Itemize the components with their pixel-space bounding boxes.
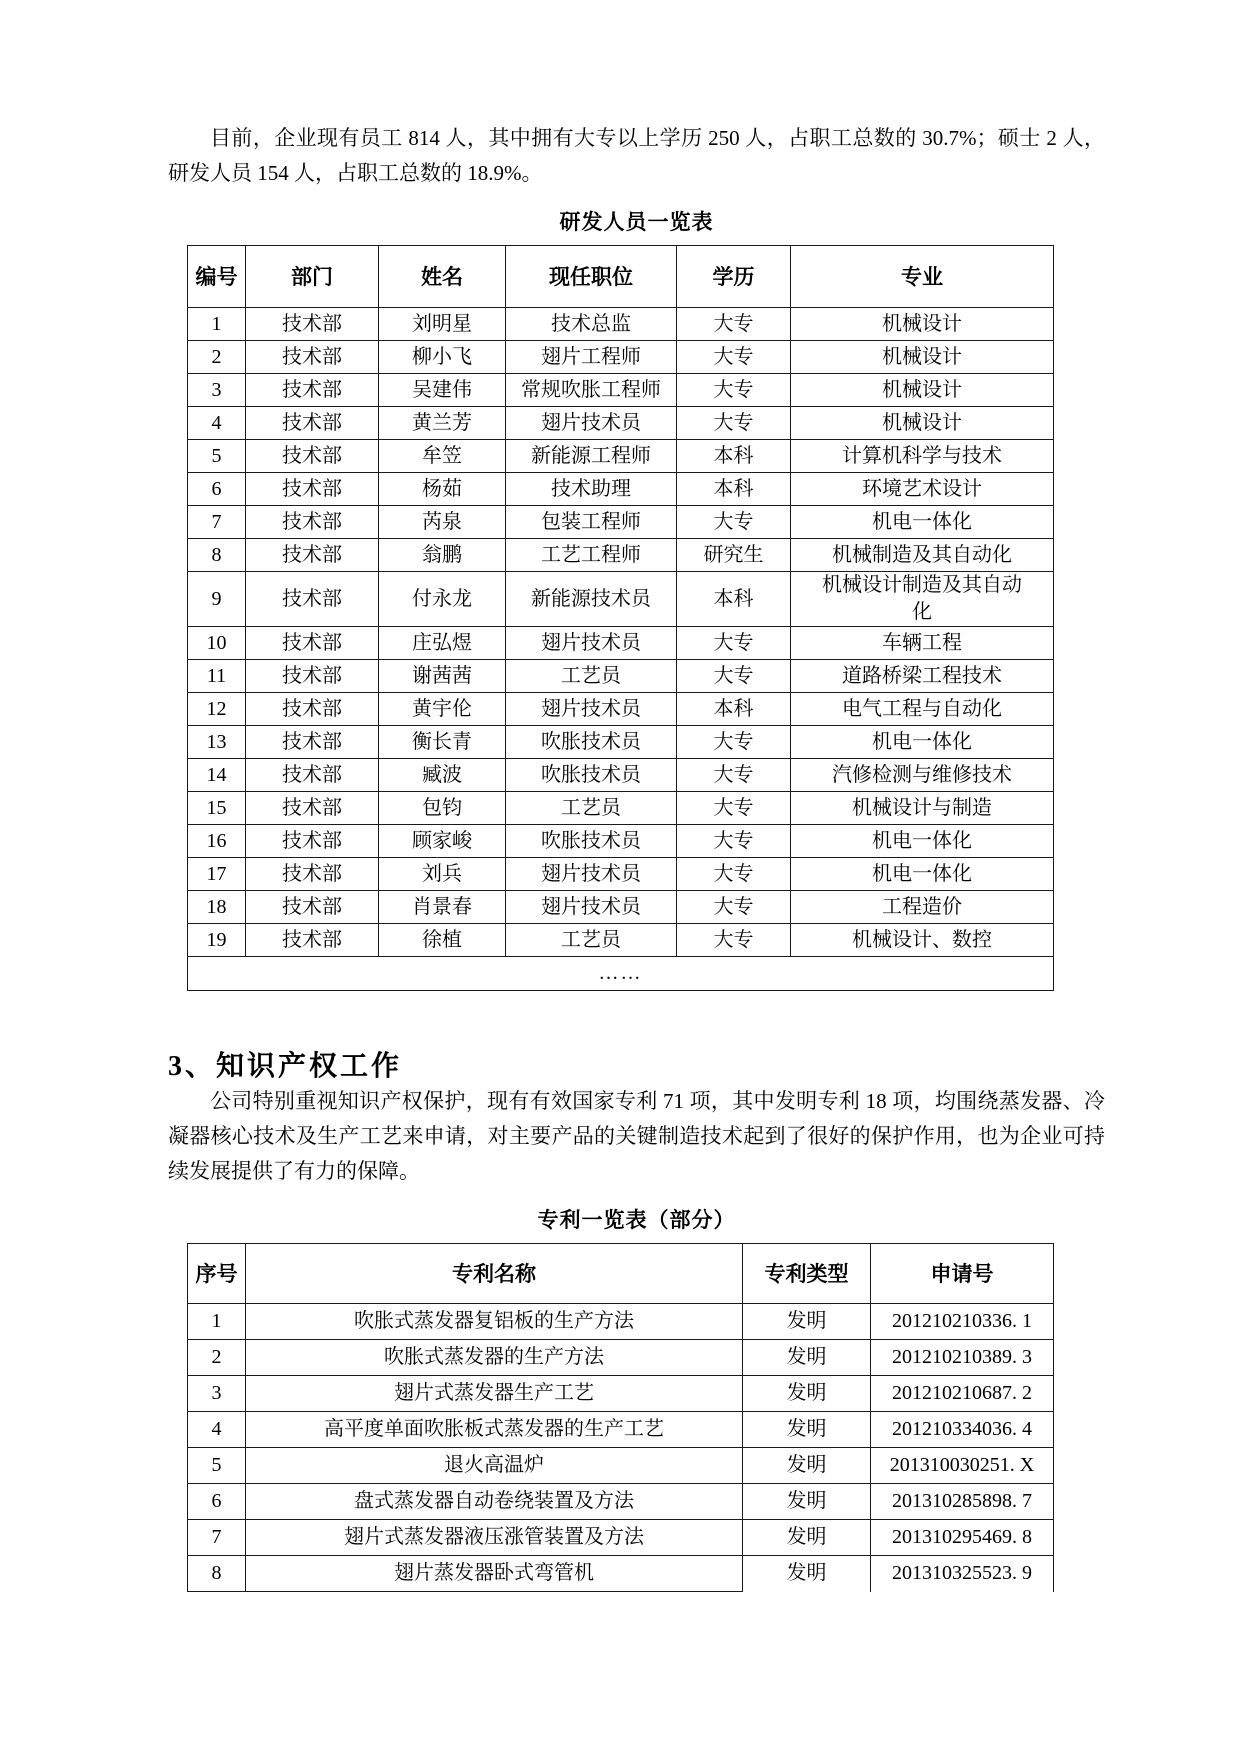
table-cell: 16 [188, 825, 246, 858]
patent-table [187, 1243, 1054, 1592]
column-header: 学历 [677, 246, 791, 308]
table-cell: 吹胀技术员 [506, 726, 677, 759]
table-cell: 机电一体化 [791, 506, 1054, 539]
table-row [188, 407, 1054, 440]
table-cell: 付永龙 [379, 572, 506, 627]
table-cell: 机电一体化 [791, 858, 1054, 891]
table-row [188, 539, 1054, 572]
table-cell: 技术部 [246, 374, 379, 407]
table-row [188, 792, 1054, 825]
table-cell: 11 [188, 660, 246, 693]
table-cell: 翁鹏 [379, 539, 506, 572]
table-cell: 发明 [743, 1556, 871, 1592]
table-cell: 新能源技术员 [506, 572, 677, 627]
table-cell: 2 [188, 1340, 246, 1376]
table-row [188, 759, 1054, 792]
table-cell: 技术部 [246, 924, 379, 957]
section-paragraph: 公司特别重视知识产权保护，现有有效国家专利 71 项，其中发明专利 18 项，均围绕蒸发器、冷凝器核心技术及生产工艺来申请，对主要产品的关键制造技术起到了很好的保护作用，也为企业可持续发展提供了有力的保障。 [168, 1089, 1105, 1183]
table-cell: 技术部 [246, 440, 379, 473]
table-cell: 201310285898. 7 [871, 1484, 1054, 1520]
table-cell: 技术部 [246, 308, 379, 341]
table-row [188, 1376, 1054, 1412]
ellipsis-row [188, 957, 1054, 991]
table-cell: 工艺员 [506, 660, 677, 693]
table-row [188, 1412, 1054, 1448]
personnel-table [187, 245, 1054, 991]
table-cell: 发明 [743, 1376, 871, 1412]
table-cell: 吹胀式蒸发器的生产方法 [246, 1340, 743, 1376]
table-cell: 201310325523. 9 [871, 1556, 1054, 1592]
table-cell: 技术部 [246, 627, 379, 660]
table-cell: 机械设计 [791, 407, 1054, 440]
table-cell: 大专 [677, 891, 791, 924]
table-cell: 机电一体化 [791, 825, 1054, 858]
table-row [188, 891, 1054, 924]
table-cell: 计算机科学与技术 [791, 440, 1054, 473]
table-row [188, 572, 1054, 627]
table-cell: 技术部 [246, 506, 379, 539]
table-cell: 环境艺术设计 [791, 473, 1054, 506]
section-heading: 3、知识产权工作 [168, 1051, 403, 1082]
personnel-table-header [188, 246, 1054, 308]
table-cell: 吹胀技术员 [506, 759, 677, 792]
table-cell: 电气工程与自动化 [791, 693, 1054, 726]
table-cell: 技术部 [246, 858, 379, 891]
table-cell: 6 [188, 473, 246, 506]
column-header: 专利类型 [743, 1244, 871, 1304]
table-cell: 大专 [677, 341, 791, 374]
table-row [188, 693, 1054, 726]
table-cell: 衡长青 [379, 726, 506, 759]
table-cell: 5 [188, 1448, 246, 1484]
table-cell: 发明 [743, 1412, 871, 1448]
table-cell: 13 [188, 726, 246, 759]
table-cell: 6 [188, 1484, 246, 1520]
table-cell: 机械设计与制造 [791, 792, 1054, 825]
table-cell: 201210210336. 1 [871, 1304, 1054, 1340]
table-cell: 大专 [677, 726, 791, 759]
patent-table-header [188, 1244, 1054, 1304]
header-row [188, 246, 1054, 308]
column-header: 部门 [246, 246, 379, 308]
table-cell: 徐植 [379, 924, 506, 957]
personnel-table-title: 研发人员一览表 [559, 210, 714, 234]
table-row [188, 440, 1054, 473]
table-cell: 技术部 [246, 660, 379, 693]
table-cell: 高平度单面吹胀板式蒸发器的生产工艺 [246, 1412, 743, 1448]
table-cell: 大专 [677, 308, 791, 341]
table-cell: 201210210389. 3 [871, 1340, 1054, 1376]
table-cell: 18 [188, 891, 246, 924]
table-cell: 新能源工程师 [506, 440, 677, 473]
table-cell: 技术部 [246, 341, 379, 374]
table-row [188, 374, 1054, 407]
table-cell: 机械设计 [791, 374, 1054, 407]
table-cell: 吴建伟 [379, 374, 506, 407]
table-cell: 201210210687. 2 [871, 1376, 1054, 1412]
table-cell: 庄弘煜 [379, 627, 506, 660]
table-cell: 黄宇伦 [379, 693, 506, 726]
table-cell: 发明 [743, 1520, 871, 1556]
table-row [188, 341, 1054, 374]
table-cell: 大专 [677, 407, 791, 440]
table-cell: 工艺员 [506, 792, 677, 825]
table-cell: 8 [188, 1556, 246, 1592]
column-header: 专利名称 [246, 1244, 743, 1304]
table-row [188, 825, 1054, 858]
table-cell: 10 [188, 627, 246, 660]
table-cell: 道路桥梁工程技术 [791, 660, 1054, 693]
table-cell: 大专 [677, 759, 791, 792]
table-cell: 4 [188, 1412, 246, 1448]
table-cell: 工程造价 [791, 891, 1054, 924]
table-cell: 常规吹胀工程师 [506, 374, 677, 407]
table-cell: 8 [188, 539, 246, 572]
table-row [188, 1520, 1054, 1556]
table-cell: 201310030251. X [871, 1448, 1054, 1484]
table-row [188, 627, 1054, 660]
table-row [188, 1340, 1054, 1376]
table-cell: 工艺工程师 [506, 539, 677, 572]
table-cell: 大专 [677, 374, 791, 407]
table-cell: 技术部 [246, 825, 379, 858]
table-cell: 大专 [677, 858, 791, 891]
patent-table-body [188, 1304, 1054, 1592]
patent-table-title: 专利一览表（部分） [537, 1208, 736, 1232]
table-row [188, 1448, 1054, 1484]
table-cell: 包装工程师 [506, 506, 677, 539]
table-cell: 大专 [677, 792, 791, 825]
table-cell: 技术助理 [506, 473, 677, 506]
table-cell: 9 [188, 572, 246, 627]
table-cell: 3 [188, 1376, 246, 1412]
table-cell: 12 [188, 693, 246, 726]
table-cell: 翅片技术员 [506, 858, 677, 891]
table-cell: 技术总监 [506, 308, 677, 341]
column-header: 序号 [188, 1244, 246, 1304]
table-cell: 杨茹 [379, 473, 506, 506]
table-row [188, 1556, 1054, 1592]
table-cell: 3 [188, 374, 246, 407]
table-cell: 翅片技术员 [506, 891, 677, 924]
column-header: 申请号 [871, 1244, 1054, 1304]
table-cell: 顾家峻 [379, 825, 506, 858]
table-cell: 大专 [677, 627, 791, 660]
table-cell: 机械设计制造及其自动化 [791, 572, 1054, 627]
table-cell: 14 [188, 759, 246, 792]
table-cell: 15 [188, 792, 246, 825]
table-cell: 技术部 [246, 759, 379, 792]
table-cell: 柳小飞 [379, 341, 506, 374]
table-cell: 翅片工程师 [506, 341, 677, 374]
intro-paragraph: 目前，企业现有员工 814 人，其中拥有大专以上学历 250 人，占职工总数的 30.7%；硕士 2 人，研发人员 154 人，占职工总数的 18.9%。 [168, 126, 1105, 185]
table-cell: 机电一体化 [791, 726, 1054, 759]
table-row [188, 924, 1054, 957]
table-cell: 翅片技术员 [506, 407, 677, 440]
table-cell: 1 [188, 1304, 246, 1340]
table-cell: 技术部 [246, 572, 379, 627]
table-cell: 技术部 [246, 891, 379, 924]
table-cell: 包钧 [379, 792, 506, 825]
table-cell: 翅片式蒸发器液压涨管装置及方法 [246, 1520, 743, 1556]
ellipsis-cell: …… [188, 957, 1054, 991]
column-header: 姓名 [379, 246, 506, 308]
table-cell: 2 [188, 341, 246, 374]
table-row [188, 1484, 1054, 1520]
table-cell: 谢茜茜 [379, 660, 506, 693]
table-cell: 发明 [743, 1304, 871, 1340]
table-cell: 工艺员 [506, 924, 677, 957]
table-row [188, 660, 1054, 693]
table-cell: 盘式蒸发器自动卷绕装置及方法 [246, 1484, 743, 1520]
table-cell: 吹胀式蒸发器复铝板的生产方法 [246, 1304, 743, 1340]
table-cell: 17 [188, 858, 246, 891]
table-cell: 研究生 [677, 539, 791, 572]
table-cell: 201310295469. 8 [871, 1520, 1054, 1556]
table-cell: 大专 [677, 506, 791, 539]
table-cell: 7 [188, 1520, 246, 1556]
table-cell: 机械设计 [791, 341, 1054, 374]
table-cell: 技术部 [246, 407, 379, 440]
table-cell: 刘明星 [379, 308, 506, 341]
table-cell: 19 [188, 924, 246, 957]
table-cell: 刘兵 [379, 858, 506, 891]
table-cell: 201210334036. 4 [871, 1412, 1054, 1448]
table-cell: 本科 [677, 473, 791, 506]
table-cell: 1 [188, 308, 246, 341]
table-row [188, 308, 1054, 341]
table-cell: 芮泉 [379, 506, 506, 539]
table-cell: 7 [188, 506, 246, 539]
table-row [188, 506, 1054, 539]
table-cell: 发明 [743, 1340, 871, 1376]
column-header: 专业 [791, 246, 1054, 308]
table-cell: 翅片蒸发器卧式弯管机 [246, 1556, 743, 1592]
column-header: 编号 [188, 246, 246, 308]
table-cell: 牟笠 [379, 440, 506, 473]
table-cell: 本科 [677, 440, 791, 473]
table-cell: 翅片技术员 [506, 627, 677, 660]
table-cell: 本科 [677, 693, 791, 726]
table-row [188, 1304, 1054, 1340]
table-cell: 吹胀技术员 [506, 825, 677, 858]
table-cell: 机械设计、数控 [791, 924, 1054, 957]
table-cell: 技术部 [246, 473, 379, 506]
table-cell: 臧波 [379, 759, 506, 792]
table-cell: 翅片式蒸发器生产工艺 [246, 1376, 743, 1412]
table-cell: 车辆工程 [791, 627, 1054, 660]
table-cell: 肖景春 [379, 891, 506, 924]
table-cell: 大专 [677, 660, 791, 693]
table-cell: 技术部 [246, 792, 379, 825]
table-row [188, 726, 1054, 759]
header-row [188, 1244, 1054, 1304]
table-cell: 机械设计 [791, 308, 1054, 341]
table-cell: 本科 [677, 572, 791, 627]
column-header: 现任职位 [506, 246, 677, 308]
table-cell: 汽修检测与维修技术 [791, 759, 1054, 792]
table-cell: 4 [188, 407, 246, 440]
table-row [188, 473, 1054, 506]
table-cell: 发明 [743, 1484, 871, 1520]
personnel-table-body [188, 308, 1054, 957]
table-cell: 技术部 [246, 726, 379, 759]
personnel-table-footer [188, 957, 1054, 991]
table-cell: 5 [188, 440, 246, 473]
table-cell: 退火高温炉 [246, 1448, 743, 1484]
table-cell: 黄兰芳 [379, 407, 506, 440]
table-cell: 机械制造及其自动化 [791, 539, 1054, 572]
table-row [188, 858, 1054, 891]
table-cell: 大专 [677, 825, 791, 858]
table-cell: 技术部 [246, 539, 379, 572]
table-cell: 翅片技术员 [506, 693, 677, 726]
table-cell: 技术部 [246, 693, 379, 726]
table-cell: 大专 [677, 924, 791, 957]
table-cell: 发明 [743, 1448, 871, 1484]
